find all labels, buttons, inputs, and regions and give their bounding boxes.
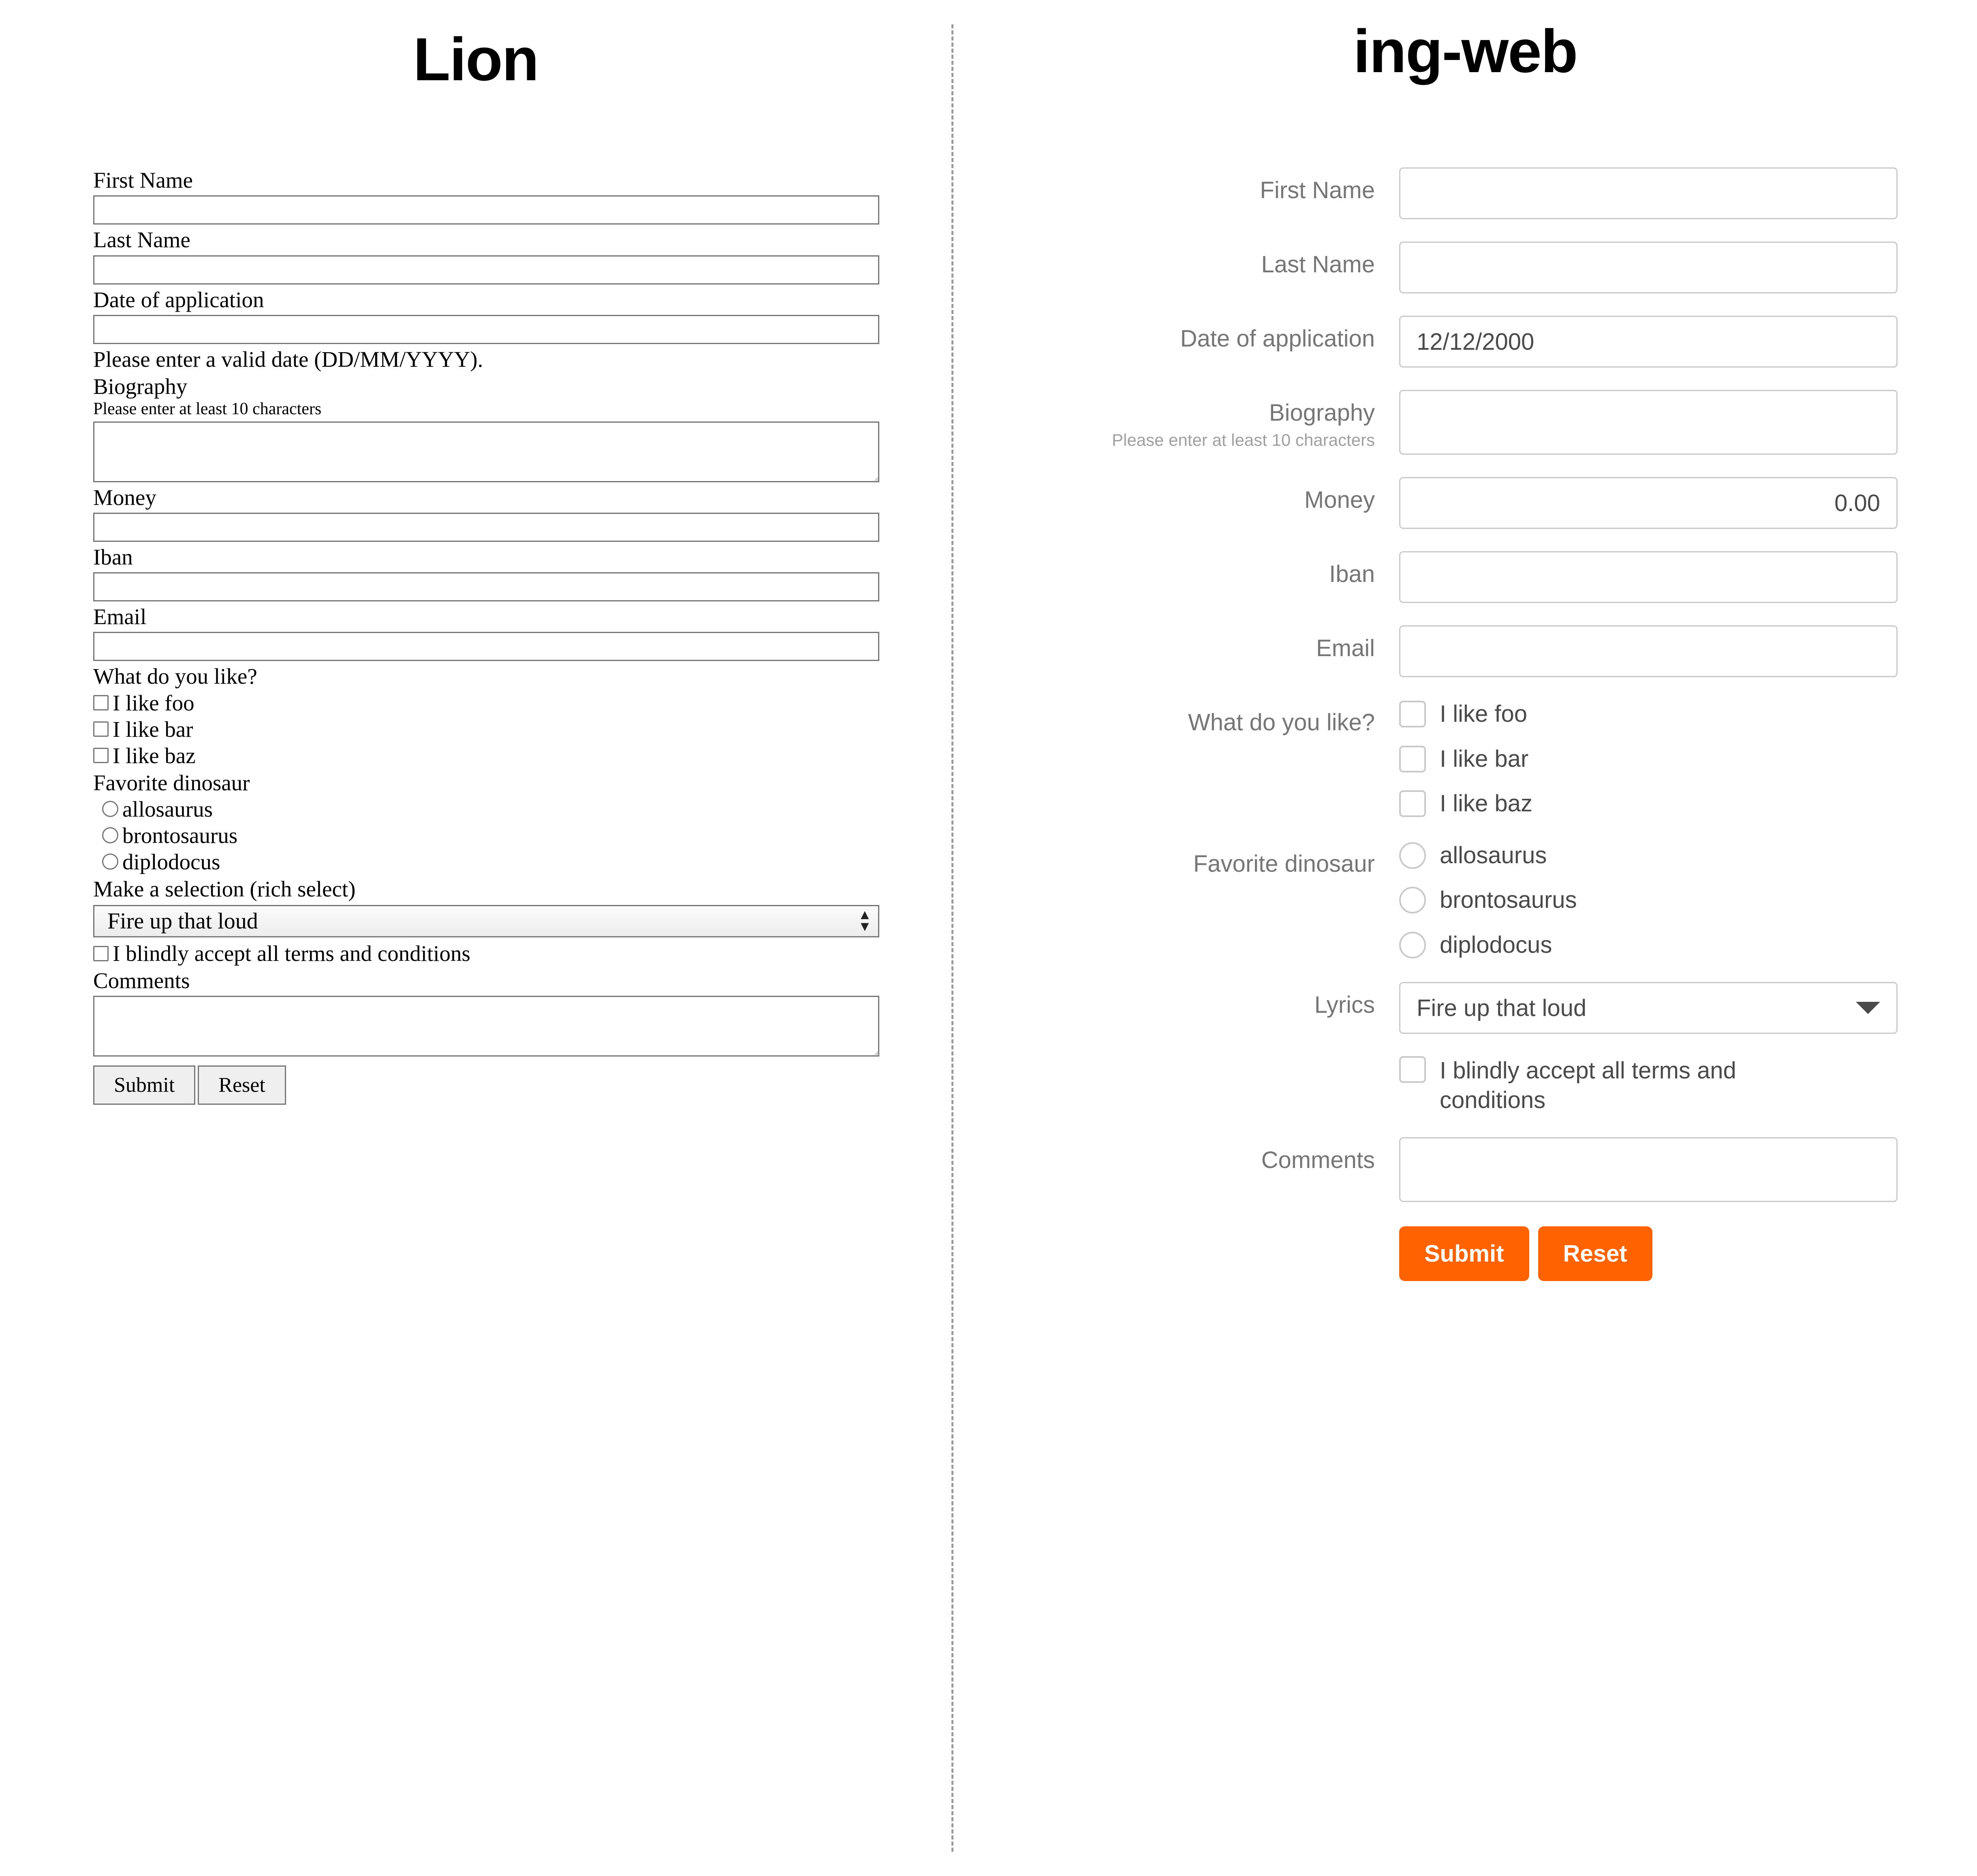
reset-button[interactable]: Reset — [198, 1065, 286, 1105]
first-name-label: First Name — [93, 168, 193, 193]
terms-label: I blindly accept all terms and conditions — [1440, 1057, 1736, 1113]
comments-row — [982, 1137, 1977, 1202]
iban-input[interactable] — [1399, 551, 1898, 603]
submit-button[interactable]: Submit — [93, 1065, 195, 1105]
radio-option-label: allosaurus — [122, 796, 213, 821]
chevron-down-icon — [1856, 1002, 1880, 1014]
biography-label: Biography — [1269, 400, 1375, 426]
iban-row — [982, 551, 1977, 603]
radio-option-allosaurus[interactable] — [1399, 841, 1898, 871]
money-input[interactable] — [93, 513, 879, 542]
select-value: Fire up that loud — [1417, 995, 1587, 1021]
last-name-row — [982, 242, 1977, 293]
biography-label: Biography — [93, 374, 188, 399]
iban-label: Iban — [93, 544, 133, 569]
checkbox-option-foo[interactable] — [93, 690, 900, 716]
left-pane-title: Lion — [413, 25, 539, 93]
select-label: Make a selection (rich select) — [93, 876, 356, 901]
radio-option-label: diplodocus — [1440, 931, 1552, 958]
checkbox-option-bar[interactable] — [1399, 744, 1898, 774]
radio-option-label: diplodocus — [122, 849, 220, 874]
checkbox-option-label: I like foo — [1440, 701, 1527, 727]
rich-select[interactable] — [93, 905, 879, 937]
radio-icon[interactable] — [102, 854, 118, 870]
comments-label: Comments — [1261, 1147, 1375, 1173]
first-name-row — [982, 167, 1977, 219]
radio-option-brontosaurus[interactable] — [93, 823, 900, 848]
date-of-application-input[interactable]: 12/12/2000 — [1399, 316, 1898, 368]
checkbox-option-label: I like baz — [113, 743, 196, 768]
money-row — [982, 477, 1977, 529]
date-of-application-label: Date of application — [93, 287, 264, 312]
radio-option-allosaurus[interactable] — [93, 796, 900, 822]
money-input[interactable]: 0.00 — [1399, 477, 1898, 529]
date-of-application-error: Please enter a valid date (DD/MM/YYYY). — [93, 347, 483, 372]
radio-option-brontosaurus[interactable] — [1399, 886, 1898, 915]
comments-textarea[interactable] — [93, 996, 879, 1057]
reset-button[interactable]: Reset — [1538, 1226, 1652, 1281]
terms-checkbox-row[interactable] — [93, 941, 900, 966]
last-name-label: Last Name — [93, 227, 190, 252]
submit-button[interactable]: Submit — [1399, 1226, 1529, 1281]
lyrics-select[interactable] — [1399, 982, 1898, 1034]
checkbox-icon[interactable] — [1399, 701, 1426, 727]
checkbox-group-row — [982, 699, 1977, 819]
radio-option-label: brontosaurus — [1440, 887, 1577, 913]
radio-option-label: brontosaurus — [122, 823, 238, 848]
checkbox-icon[interactable] — [1399, 1056, 1426, 1083]
radio-icon[interactable] — [1399, 932, 1426, 958]
comments-textarea[interactable] — [1399, 1137, 1898, 1202]
radio-group-label: Favorite dinosaur — [93, 770, 250, 795]
checkbox-icon[interactable] — [93, 748, 109, 763]
terms-label: I blindly accept all terms and conditions — [113, 941, 470, 966]
money-label: Money — [93, 485, 156, 510]
checkbox-icon[interactable] — [1399, 746, 1426, 772]
checkbox-group-label: What do you like? — [1188, 709, 1375, 736]
checkbox-option-label: I like baz — [1440, 790, 1532, 817]
left-form — [93, 167, 900, 1105]
select-arrows-icon: ▲ ▼ — [858, 907, 872, 935]
first-name-input[interactable] — [93, 195, 879, 225]
radio-option-diplodocus[interactable] — [93, 849, 900, 875]
biography-hint: Please enter at least 10 characters — [1111, 430, 1375, 449]
select-label: Lyrics — [1314, 992, 1375, 1018]
radio-icon[interactable] — [1399, 842, 1426, 869]
right-form — [953, 167, 1977, 1281]
left-pane — [0, 0, 951, 1876]
email-label: Email — [93, 604, 147, 629]
last-name-label: Last Name — [1261, 251, 1375, 278]
first-name-input[interactable] — [1399, 167, 1898, 219]
date-of-application-input[interactable] — [93, 315, 879, 344]
iban-input[interactable] — [93, 572, 879, 601]
checkbox-option-label: I like foo — [113, 690, 194, 715]
radio-icon[interactable] — [102, 827, 118, 843]
email-input[interactable] — [1399, 625, 1898, 677]
right-pane — [953, 0, 1977, 1876]
checkbox-icon[interactable] — [93, 695, 109, 710]
right-pane-title: ing-web — [1353, 17, 1577, 85]
biography-textarea[interactable] — [93, 421, 879, 482]
last-name-input[interactable] — [93, 255, 879, 285]
radio-group-row — [982, 841, 1977, 960]
last-name-input[interactable] — [1399, 242, 1898, 293]
checkbox-option-bar[interactable] — [93, 717, 900, 742]
radio-icon[interactable] — [1399, 887, 1426, 913]
email-label: Email — [1316, 635, 1375, 661]
comments-label: Comments — [93, 968, 190, 993]
select-row — [982, 982, 1977, 1034]
email-input[interactable] — [93, 632, 879, 661]
biography-textarea[interactable] — [1399, 390, 1898, 455]
checkbox-option-label: I like bar — [113, 717, 193, 742]
checkbox-option-baz[interactable] — [93, 743, 900, 768]
checkbox-option-baz[interactable] — [1399, 789, 1898, 819]
radio-option-diplodocus[interactable] — [1399, 931, 1898, 960]
checkbox-option-label: I like bar — [1440, 745, 1529, 772]
checkbox-icon[interactable] — [1399, 790, 1426, 817]
iban-label: Iban — [1329, 561, 1375, 587]
checkbox-option-foo[interactable] — [1399, 699, 1898, 729]
email-row — [982, 625, 1977, 677]
date-of-application-label: Date of application — [1180, 325, 1375, 352]
date-of-application-row — [982, 316, 1977, 368]
right-button-row — [1399, 1226, 1977, 1281]
checkbox-group-label: What do you like? — [93, 664, 257, 689]
checkbox-icon[interactable] — [93, 721, 109, 737]
checkbox-icon[interactable] — [93, 946, 109, 961]
radio-option-label: allosaurus — [1440, 842, 1547, 868]
radio-icon[interactable] — [102, 801, 118, 817]
select-value: Fire up that loud — [107, 909, 258, 934]
left-button-row — [93, 1065, 900, 1105]
radio-group-label: Favorite dinosaur — [1193, 850, 1375, 877]
biography-row — [982, 390, 1977, 455]
money-label: Money — [1304, 487, 1375, 513]
terms-checkbox-row[interactable] — [1399, 1056, 1977, 1115]
biography-hint: Please enter at least 10 characters — [93, 400, 322, 419]
first-name-label: First Name — [1260, 177, 1375, 203]
